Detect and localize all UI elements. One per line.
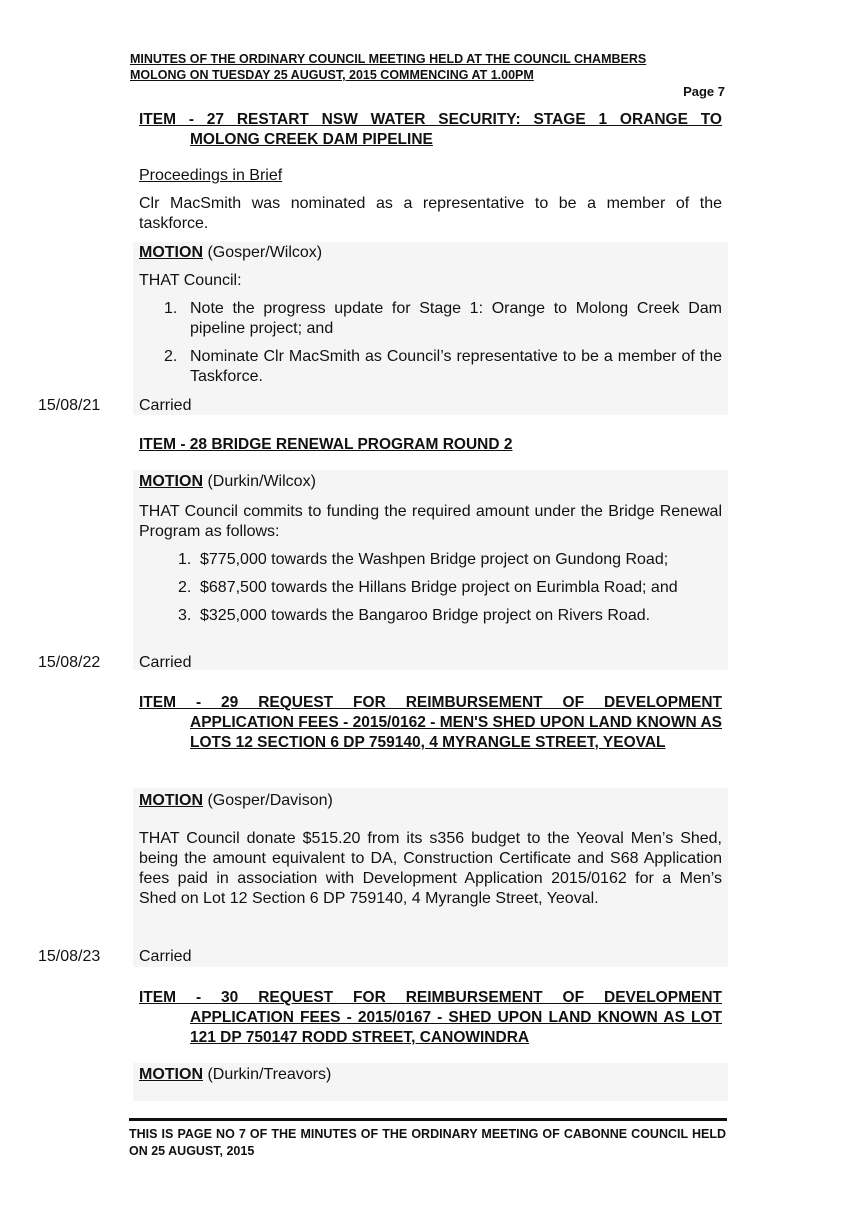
item-30-title [139, 988, 722, 1048]
motion-movers: (Gosper/Davison) [203, 792, 333, 809]
motion-movers: (Gosper/Wilcox) [203, 244, 323, 261]
item-30-title-rest: APPLICATION FEES - 2015/0167 - SHED UPON LAND KNOWN AS LOT 121 DP 750147 RODD STREET, CANOWINDRA [190, 1009, 722, 1046]
carried-21: Carried [139, 397, 192, 414]
point-number: 1. [164, 300, 178, 317]
item-28-title: ITEM - 28 BRIDGE RENEWAL PROGRAM ROUND 2 [139, 436, 513, 453]
carried-22: Carried [139, 654, 192, 671]
item-28-point-2 [178, 578, 722, 598]
header-line-1: MINUTES OF THE ORDINARY COUNCIL MEETING HELD AT THE COUNCIL CHAMBERS [130, 52, 647, 66]
item-27-that: THAT Council: [139, 272, 242, 289]
item-27-point-2 [164, 347, 722, 387]
footer-rule [129, 1118, 727, 1121]
proceedings-heading: Proceedings in Brief [139, 167, 283, 184]
item-27-title-line1: ITEM - 27 RESTART NSW WATER SECURITY: STAGE 1 ORANGE TO [139, 111, 722, 128]
item-27-point-1 [164, 299, 722, 339]
page-header [130, 51, 726, 83]
motion-movers: (Durkin/Wilcox) [203, 473, 316, 490]
item-27-motion [139, 243, 722, 263]
item-28-point-3 [178, 606, 722, 626]
proceedings-text: Clr MacSmith was nominated as a representative to be a member of the taskforce. [139, 195, 722, 232]
item-27-title-rest: MOLONG CREEK DAM PIPELINE [190, 131, 433, 148]
point-text: Nominate Clr MacSmith as Council’s representative to be a member of the Taskforce. [190, 348, 722, 385]
motion-label: MOTION [139, 244, 203, 261]
point-number: 3. [178, 607, 192, 624]
point-number: 2. [164, 348, 178, 365]
resolution-number-21: 15/08/21 [38, 397, 101, 414]
item-29-motion [139, 791, 722, 811]
motion-shade-item28 [133, 470, 728, 670]
item-28-that: THAT Council commits to funding the required amount under the Bridge Renewal Program as follows: [139, 503, 722, 540]
carried-23: Carried [139, 948, 192, 965]
item-27-title [139, 110, 722, 150]
item-29-title [139, 693, 722, 753]
item-29-that: THAT Council donate $515.20 from its s356 budget to the Yeoval Men’s Shed, being the amount equivalent to DA, Construction Certificate and S68 Application fees paid in association with Development Application 2015/0162 for a Men’s Shed on Lot 12 Section 6 DP 759140, 4 Myrangle Street, Yeoval. [139, 830, 722, 907]
item-28-point-1 [178, 550, 722, 570]
point-text: $775,000 towards the Washpen Bridge project on Gundong Road; [200, 551, 669, 568]
item-28-motion [139, 472, 722, 492]
point-number: 2. [178, 579, 192, 596]
header-line-2: MOLONG ON TUESDAY 25 AUGUST, 2015 COMMENCING AT 1.00PM [130, 68, 534, 82]
page-number: Page 7 [683, 84, 725, 99]
point-number: 1. [178, 551, 192, 568]
page-footer: THIS IS PAGE NO 7 OF THE MINUTES OF THE ORDINARY MEETING OF CABONNE COUNCIL HELD ON 25 AUGUST, 2015 [129, 1127, 726, 1158]
motion-label: MOTION [139, 1066, 203, 1083]
point-text: Note the progress update for Stage 1: Orange to Molong Creek Dam pipeline project; and [190, 300, 722, 337]
motion-label: MOTION [139, 473, 203, 490]
item-29-title-rest: APPLICATION FEES - 2015/0162 - MEN'S SHED UPON LAND KNOWN AS LOTS 12 SECTION 6 DP 759140, 4 MYRANGLE STREET, YEOVAL [190, 714, 722, 751]
motion-label: MOTION [139, 792, 203, 809]
resolution-number-23: 15/08/23 [38, 948, 101, 965]
resolution-number-22: 15/08/22 [38, 654, 101, 671]
point-text: $325,000 towards the Bangaroo Bridge project on Rivers Road. [200, 607, 651, 624]
item-29-title-line1: ITEM - 29 REQUEST FOR REIMBURSEMENT OF DEVELOPMENT [139, 694, 722, 711]
point-text: $687,500 towards the Hillans Bridge project on Eurimbla Road; and [200, 579, 678, 596]
item-30-title-line1: ITEM - 30 REQUEST FOR REIMBURSEMENT OF DEVELOPMENT [139, 989, 722, 1006]
item-30-motion [139, 1065, 722, 1085]
motion-movers: (Durkin/Treavors) [203, 1066, 332, 1083]
